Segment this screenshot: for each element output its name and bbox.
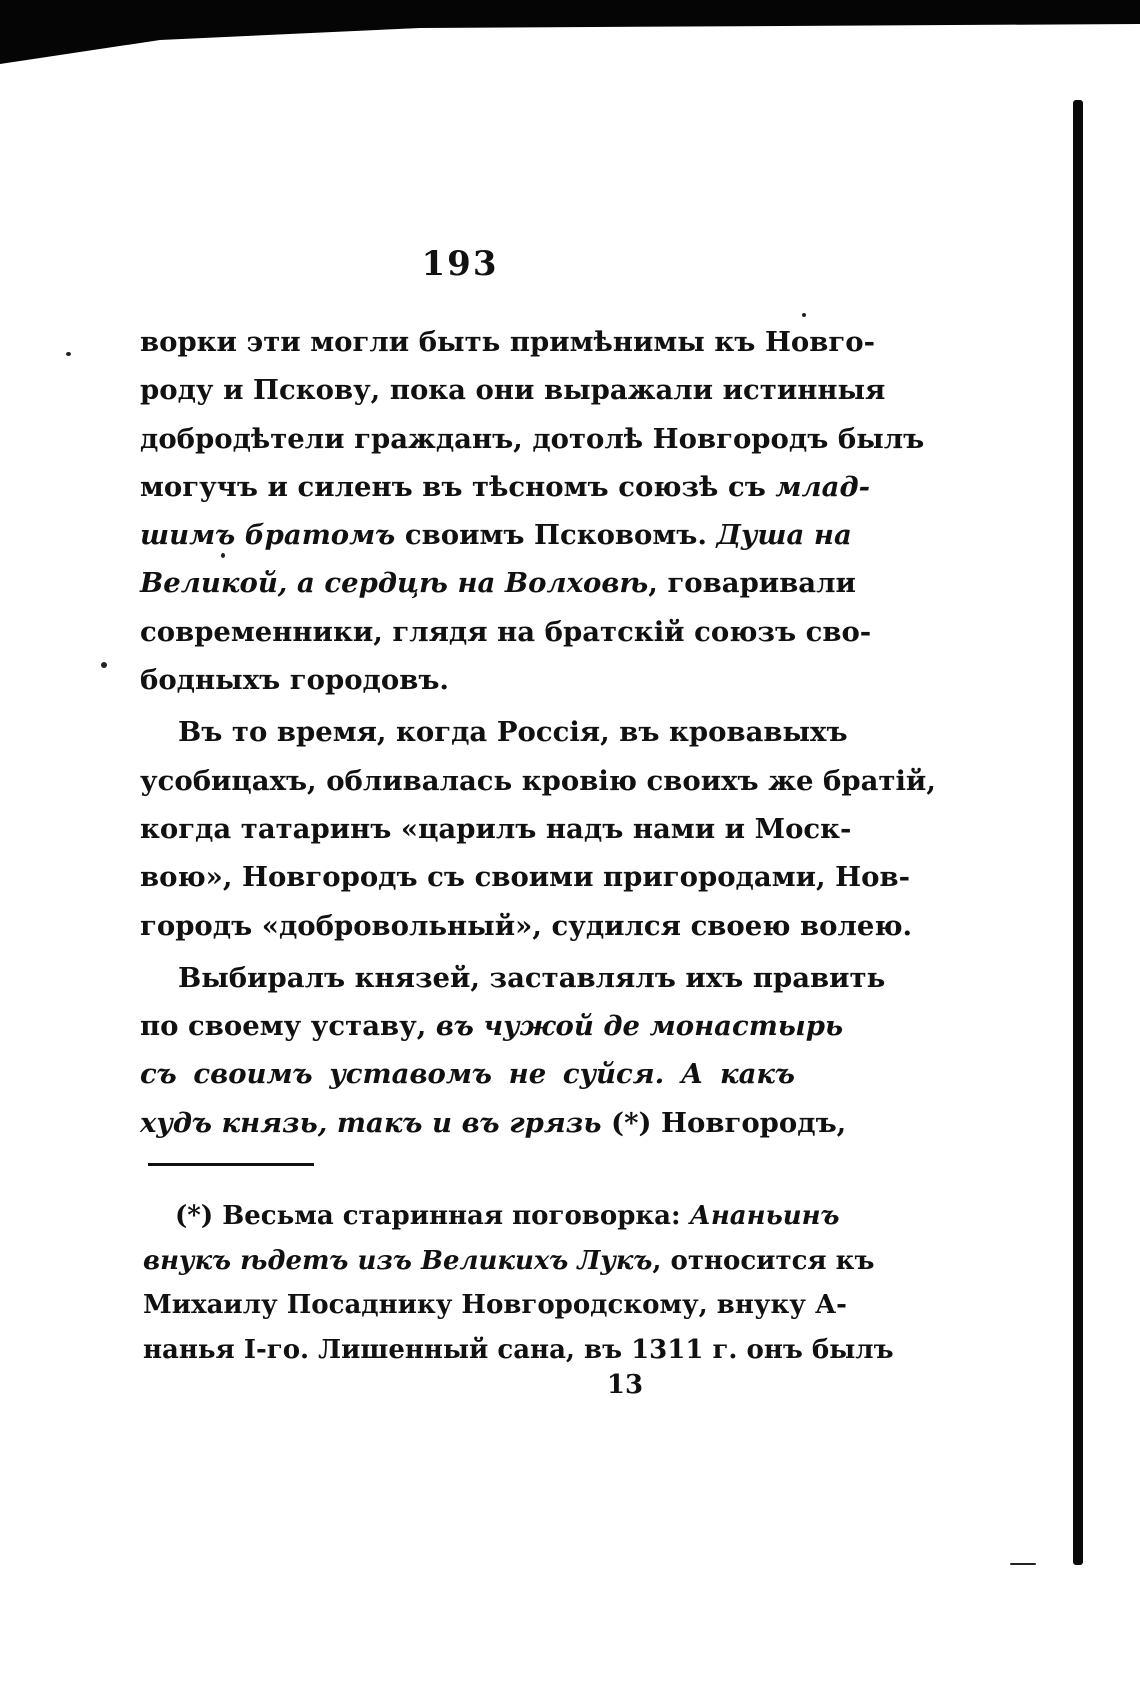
text-line: ворки эти могли быть примѣнимы къ Новго- — [140, 326, 875, 358]
text-line: когда татаринъ «царилъ надъ нами и Моск- — [140, 812, 852, 845]
text-line: Выбиралъ князей, заставлялъ ихъ править — [178, 961, 886, 994]
italic-run: Душа на — [716, 519, 852, 552]
italic-run: млад- — [775, 470, 871, 503]
paragraph-1 — [140, 318, 925, 704]
text-run: по своему уставу, — [140, 1010, 436, 1043]
scan-top-wedge — [0, 18, 1140, 66]
text-run: (*) Весьма старинная поговорка: — [175, 1201, 690, 1231]
italic-run: Великой, а сердцѣ на Волховѣ — [140, 567, 649, 600]
footnote-line: Михаилу Посаднику Новгородскому, внуку А- — [143, 1290, 847, 1320]
text-line: современники, глядя на братскій союзъ сво- — [140, 615, 872, 648]
italic-run: внукъ ѣдетъ изъ Великихъ Лукъ — [143, 1245, 653, 1276]
scan-speck — [802, 313, 806, 317]
main-text — [140, 318, 936, 1147]
text-run: своимъ Псковомъ. — [395, 519, 717, 552]
paragraph-2 — [140, 708, 936, 949]
footnote-line — [143, 1239, 875, 1284]
text-line: добродѣтели гражданъ, дотолѣ Новгородъ былъ — [140, 422, 925, 455]
text-line — [140, 1002, 844, 1050]
footnote-line — [143, 1194, 840, 1239]
text-line — [140, 1099, 847, 1147]
text-line: вою», Новгородъ съ своими пригородами, Нов- — [140, 861, 910, 894]
italic-run: худъ князь, такъ и въ грязь — [140, 1106, 602, 1139]
text-line: бодныхъ городовъ. — [140, 664, 449, 697]
footnote-rule — [148, 1163, 314, 1166]
text-line: усобицахъ, обливалась кровію своихъ же братій, — [140, 764, 936, 797]
paragraph-3 — [140, 954, 886, 1147]
text-run: , говаривали — [648, 567, 856, 600]
scan-speck — [66, 352, 71, 356]
text-line: городъ «добровольный», судился своею волею. — [140, 909, 913, 942]
scan-top-border — [0, 0, 1140, 20]
footnote-line: нанья I-го. Лишенный сана, въ 1311 г. онъ былъ — [143, 1334, 894, 1365]
italic-run: шимъ братомъ — [140, 519, 396, 552]
scan-speck — [101, 662, 107, 668]
scan-speck — [1010, 1563, 1036, 1565]
text-line: съ своимъ уставомъ не суйся. А какъ — [140, 1058, 795, 1091]
text-line: Въ то время, когда Россія, въ кровавыхъ — [178, 716, 848, 749]
signature-mark: 13 — [606, 1370, 644, 1400]
scan-right-edge — [1073, 100, 1083, 1565]
text-line — [140, 511, 852, 559]
text-line — [140, 559, 856, 607]
text-run: , относится къ — [652, 1245, 875, 1276]
footnote — [143, 1194, 894, 1372]
italic-run: Ананьинъ — [689, 1201, 840, 1231]
text-line: роду и Пскову, пока они выражали истинныя — [140, 374, 886, 407]
italic-run: въ чужой де монастырь — [435, 1010, 844, 1043]
text-run: (*) Новгородъ, — [601, 1106, 847, 1139]
page-number: 193 — [421, 244, 499, 284]
text-run: могучъ и силенъ въ тѣсномъ союзѣ съ — [140, 470, 776, 503]
text-line — [140, 463, 871, 511]
